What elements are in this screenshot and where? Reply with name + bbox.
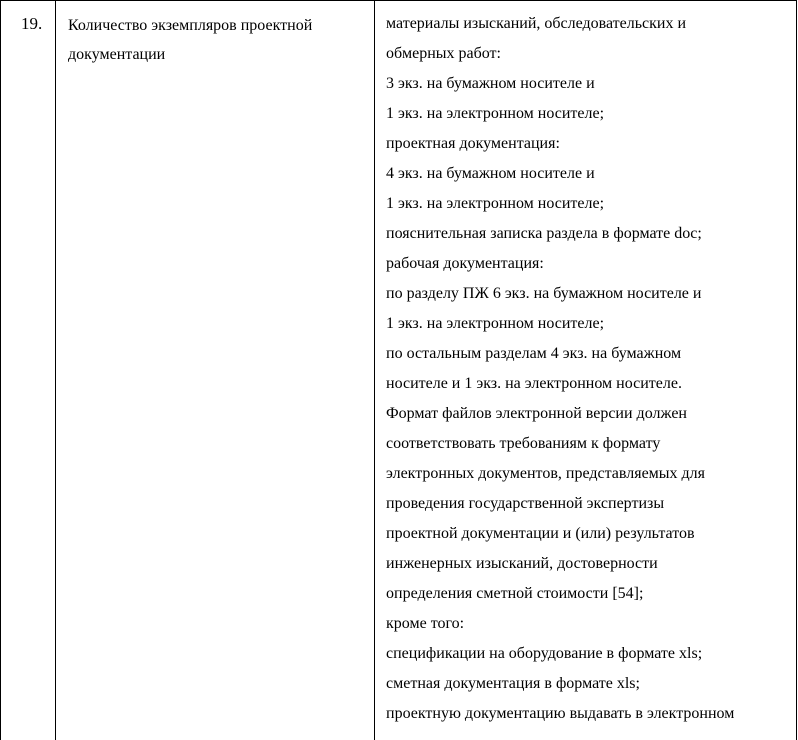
- value-line: носителе и 1 экз. на электронном носителе.: [386, 375, 682, 392]
- value-line: проектная документация:: [386, 135, 560, 152]
- parameter-cell: [68, 11, 368, 69]
- value-line: проектную документацию выдавать в электронном: [386, 705, 735, 722]
- value-line: рабочая документация:: [386, 255, 544, 272]
- value-line: 1 экз. на электронном носителе;: [386, 105, 605, 122]
- value-line: 1 экз. на электронном носителе;: [386, 315, 605, 332]
- value-line: сметная документация в формате xls;: [386, 675, 640, 692]
- value-line: обмерных работ:: [386, 45, 501, 62]
- value-line: по остальным разделам 4 экз. на бумажном: [386, 345, 682, 362]
- value-line: Формат файлов электронной версии должен: [386, 405, 687, 422]
- parameter-line: документации: [68, 46, 166, 63]
- value-line: спецификации на оборудование в формате xls;: [386, 645, 703, 662]
- column-divider: [374, 1, 375, 740]
- value-line: 1 экз. на электронном носителе;: [386, 195, 605, 212]
- value-line: определения сметной стоимости [54];: [386, 585, 644, 602]
- column-divider: [55, 1, 56, 740]
- value-line: материалы изысканий, обследовательских и: [386, 15, 687, 32]
- row-number: 19.: [21, 14, 43, 33]
- value-line: проектной документации и (или) результатов: [386, 525, 695, 542]
- value-line: 4 экз. на бумажном носителе и: [386, 165, 595, 182]
- value-line: кроме того:: [386, 615, 465, 632]
- value-line: электронных документов, представляемых для: [386, 465, 706, 482]
- value-line: соответствовать требованиям к формату: [386, 435, 661, 452]
- value-line: проведения государственной экспертизы: [386, 495, 665, 512]
- value-line: пояснительная записка раздела в формате doc;: [386, 225, 702, 242]
- value-line: по разделу ПЖ 6 экз. на бумажном носителе и: [386, 285, 702, 302]
- value-line: инженерных изысканий, достоверности: [386, 555, 658, 572]
- value-line: 3 экз. на бумажном носителе и: [386, 75, 595, 92]
- parameter-line: Количество экземпляров проектной: [68, 17, 313, 34]
- value-cell: [386, 9, 791, 729]
